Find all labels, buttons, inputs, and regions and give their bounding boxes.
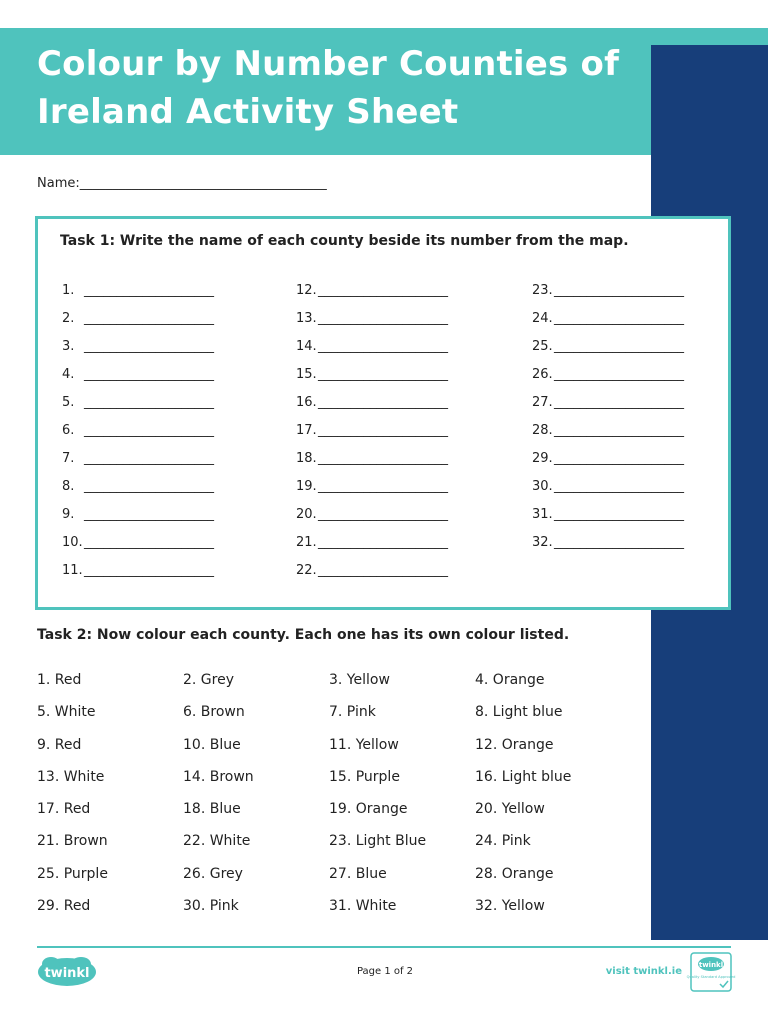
colour-row [37,769,637,801]
blank-answer-line[interactable]: ____________________ [84,451,214,466]
colour-row [37,801,637,833]
blank-row [62,339,214,367]
blank-row [532,451,684,479]
top-strip [0,0,768,28]
blank-number: 10. [62,535,83,550]
blank-row [532,479,684,507]
colour-key-item: 29. Red [37,898,91,915]
blank-row [532,535,684,563]
blank-answer-line[interactable]: ____________________ [318,451,448,466]
colour-row [37,737,637,769]
blank-answer-line[interactable]: ____________________ [84,507,214,522]
colour-key-item: 6. Brown [183,704,245,721]
visit-link[interactable]: visit twinkl.ie [605,966,682,977]
colour-key-item: 25. Purple [37,865,108,882]
colour-key-item: 32. Yellow [475,898,545,915]
blank-number: 6. [62,423,75,438]
blank-number: 8. [62,479,75,494]
colour-key-item: 19. Orange [329,801,408,818]
twinkl-logo [37,956,97,988]
badge-text: Quality Standard Approved [686,975,736,979]
blank-answer-line[interactable]: ____________________ [84,395,214,410]
blank-answer-line[interactable]: ____________________ [318,395,448,410]
blank-number: 27. [532,395,553,410]
colour-row [37,898,637,930]
blank-row [296,451,448,479]
blank-number: 29. [532,451,553,466]
blank-number: 32. [532,535,553,550]
blank-row [296,395,448,423]
blank-answer-line[interactable]: ____________________ [318,311,448,326]
blank-number: 5. [62,395,75,410]
blank-number: 22. [296,563,317,578]
blank-number: 4. [62,367,75,382]
blank-row [296,563,448,591]
blank-number: 11. [62,563,83,578]
blank-number: 26. [532,367,553,382]
blank-number: 7. [62,451,75,466]
blank-answer-line[interactable]: ____________________ [84,283,214,298]
colour-key-item: 27. Blue [329,865,387,882]
blank-row [296,283,448,311]
colour-key-item: 20. Yellow [475,801,545,818]
blank-number: 14. [296,339,317,354]
blank-number: 31. [532,507,553,522]
colour-key-item: 13. White [37,768,105,785]
blank-number: 18. [296,451,317,466]
blank-number: 30. [532,479,553,494]
colour-key-grid [37,672,637,930]
blank-row [62,283,214,311]
blank-number: 2. [62,311,75,326]
blank-answer-line[interactable]: ____________________ [554,395,684,410]
page-number: Page 1 of 2 [356,966,414,977]
blank-number: 20. [296,507,317,522]
blank-number: 3. [62,339,75,354]
blank-answer-line[interactable]: ____________________ [84,563,214,578]
task2-title: Task 2: Now colour each county. Each one has its own colour listed. [37,627,570,643]
blank-row [532,283,684,311]
blank-row [296,507,448,535]
colour-key-item: 5. White [37,704,96,721]
colour-key-item: 24. Pink [475,833,531,850]
blank-answer-line[interactable]: ____________________ [554,339,684,354]
blank-number: 23. [532,283,553,298]
blank-answer-line[interactable]: ____________________ [554,367,684,382]
blank-row [62,367,214,395]
blank-row [62,311,214,339]
blank-answer-line[interactable]: ____________________ [84,535,214,550]
blank-column [62,283,214,591]
blank-number: 25. [532,339,553,354]
colour-key-item: 10. Blue [183,736,241,753]
blank-answer-line[interactable]: ____________________ [318,283,448,298]
colour-key-item: 1. Red [37,672,82,688]
blank-column [296,283,448,591]
blank-row [296,423,448,451]
colour-row [37,833,637,865]
colour-key-item: 3. Yellow [329,672,390,688]
blank-row [62,451,214,479]
blank-answer-line[interactable]: ____________________ [84,311,214,326]
blank-answer-line[interactable]: ____________________ [84,339,214,354]
colour-key-item: 12. Orange [475,736,554,753]
blank-number: 9. [62,507,75,522]
blank-answer-line[interactable]: ____________________ [84,479,214,494]
blank-row [532,311,684,339]
blank-answer-line[interactable]: ____________________ [554,423,684,438]
colour-key-item: 16. Light blue [475,768,572,785]
blank-row [62,563,214,591]
blank-number: 1. [62,283,75,298]
colour-key-item: 22. White [183,833,251,850]
blank-row [296,339,448,367]
task1-title: Task 1: Write the name of each county beside its number from the map. [60,233,629,249]
colour-row [37,866,637,898]
blank-row [532,395,684,423]
blank-row [296,535,448,563]
blank-row [532,367,684,395]
colour-key-item: 26. Grey [183,865,243,882]
colour-key-item: 23. Light Blue [329,833,427,850]
colour-key-item: 9. Red [37,736,82,753]
colour-row [37,704,637,736]
blank-row [62,535,214,563]
colour-key-item: 4. Orange [475,672,545,688]
blank-row [296,479,448,507]
footer-divider [37,946,731,948]
blank-answer-line[interactable]: ____________________ [554,311,684,326]
name-field-label: Name:______________________________________ [37,176,327,191]
colour-key-item: 11. Yellow [329,736,399,753]
blank-row [296,367,448,395]
colour-key-item: 21. Brown [37,833,108,850]
badge-title: twinkl [698,961,724,969]
blank-answer-line[interactable]: ____________________ [318,563,448,578]
blank-row [532,423,684,451]
colour-key-item: 15. Purple [329,768,400,785]
blank-number: 12. [296,283,317,298]
blank-row [62,395,214,423]
colour-key-item: 2. Grey [183,672,235,688]
blank-number: 13. [296,311,317,326]
colour-key-item: 8. Light blue [475,704,563,721]
blank-row [532,507,684,535]
blank-answer-line[interactable]: ____________________ [554,283,684,298]
blank-answer-line[interactable]: ____________________ [318,535,448,550]
page-title: Colour by Number Counties of Ireland Activity Sheet [37,44,620,132]
blank-row [62,479,214,507]
blank-number: 19. [296,479,317,494]
blank-answer-line[interactable]: ____________________ [318,423,448,438]
quality-standard-badge [686,952,736,992]
logo-text: twinkl [44,966,90,981]
blank-row [62,507,214,535]
colour-key-item: 14. Brown [183,768,254,785]
blank-answer-line[interactable]: ____________________ [554,451,684,466]
colour-key-item: 17. Red [37,801,91,818]
blank-answer-line[interactable]: ____________________ [84,423,214,438]
blank-answer-line[interactable]: ____________________ [318,367,448,382]
blank-number: 28. [532,423,553,438]
blank-number: 24. [532,311,553,326]
blank-row [296,311,448,339]
blank-answer-line[interactable]: ____________________ [554,507,684,522]
blank-row [62,423,214,451]
blank-answer-line[interactable]: ____________________ [318,507,448,522]
colour-key-item: 18. Blue [183,801,241,818]
colour-key-item: 7. Pink [329,704,376,721]
blank-answer-line[interactable]: ____________________ [84,367,214,382]
blank-number: 16. [296,395,317,410]
blank-answer-line[interactable]: ____________________ [554,535,684,550]
blank-answer-line[interactable]: ____________________ [318,339,448,354]
blank-answer-line[interactable]: ____________________ [554,479,684,494]
blank-number: 17. [296,423,317,438]
blank-row [532,339,684,367]
colour-key-item: 28. Orange [475,865,554,882]
colour-row [37,672,637,704]
colour-key-item: 31. White [329,898,397,915]
colour-key-item: 30. Pink [183,898,239,915]
blank-answer-line[interactable]: ____________________ [318,479,448,494]
blank-column [532,283,684,563]
blank-number: 15. [296,367,317,382]
blank-number: 21. [296,535,317,550]
